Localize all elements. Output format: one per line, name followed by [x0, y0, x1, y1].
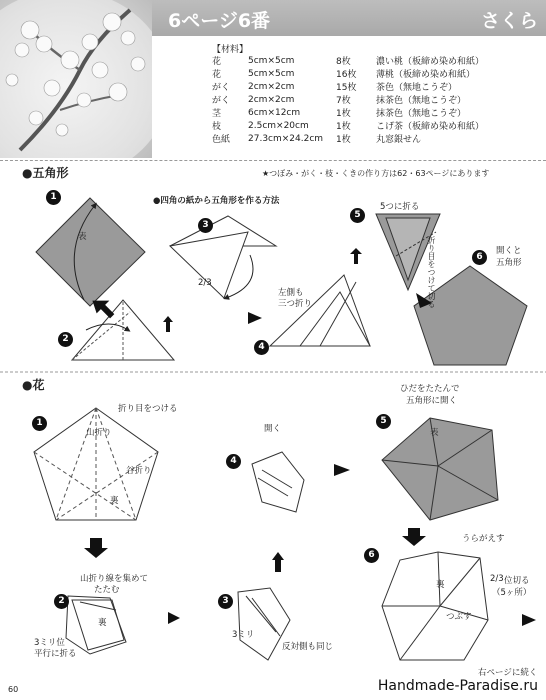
label-ura: 裏 — [110, 496, 119, 506]
pentagon-step-2: 2 — [58, 332, 73, 347]
label-fold-together: たたむ — [94, 585, 120, 595]
label-fold-parallel: 平行に折る — [34, 649, 77, 659]
label-two-thirds: 2/3 — [198, 278, 212, 288]
flower-step-4: 4 — [226, 454, 241, 469]
materials-cell: がく — [212, 83, 231, 93]
page-number: 60 — [8, 685, 19, 694]
flower-step6-petals — [382, 552, 488, 660]
label-open-pentagon: 五角形に開く — [406, 396, 458, 406]
materials-cell: 7枚 — [336, 96, 351, 106]
materials-cell: 花 — [212, 57, 222, 67]
materials-cell: 枝 — [212, 122, 222, 132]
materials-cell: 2.5cm×20cm — [248, 120, 309, 131]
label-ura-2: 裏 — [98, 618, 107, 628]
label-omote-flower: 表 — [430, 428, 439, 438]
label-valley-fold: 谷折り — [126, 466, 152, 476]
materials-cell: 1枚 — [336, 135, 351, 145]
label-fold-five: 5つに折る — [380, 202, 420, 212]
label-five-places: （5ヶ所） — [492, 588, 532, 598]
method-note: ●四角の紙から五角形を作る方法 — [153, 196, 280, 206]
flower-step-5: 5 — [376, 414, 391, 429]
materials-cell: 27.3cm×24.2cm — [248, 133, 324, 144]
materials-cell: 花 — [212, 70, 222, 80]
materials-cell: 6cm×12cm — [248, 107, 301, 118]
materials-cell: 茶色（無地こうぞ） — [376, 83, 458, 93]
label-fold-pleats: ひだをたたんで — [400, 384, 460, 394]
materials-cell: 15枚 — [336, 83, 357, 93]
materials-cell: 丸窓銀せん — [376, 135, 422, 145]
flower-step5-pentagon-open — [382, 418, 498, 520]
materials-cell: 薄桃（板締め染め和紙） — [376, 70, 476, 80]
materials-cell: がく — [212, 96, 231, 106]
materials-cell: 16枚 — [336, 70, 357, 80]
flower-step4-open — [252, 452, 304, 512]
pentagon-section-title: ●五角形 — [22, 166, 69, 180]
label-mountain-fold: 山折り — [86, 428, 112, 438]
watermark: Handmade-Paradise.ru — [377, 678, 538, 694]
label-cut-fraction: 2/3 — [490, 574, 504, 584]
materials-heading: 【材料】 — [212, 45, 249, 55]
page-title: 6ページ6番 — [168, 10, 271, 32]
pentagon-step-3: 3 — [198, 218, 213, 233]
label-cut-about: 位切る — [504, 576, 530, 586]
label-open-when: 開くと — [496, 246, 522, 256]
materials-cell: こげ茶（板締め染め和紙） — [376, 122, 485, 132]
label-approx-3mm: 3ミリ位 — [34, 638, 65, 648]
label-opposite-same: 反対側も同じ — [282, 642, 334, 652]
materials-cell: 色紙 — [212, 135, 231, 145]
reference-note: ★つぼみ・がく・枝・くきの作り方は62・63ページにあります — [262, 169, 490, 178]
materials-cell: 8枚 — [336, 57, 351, 67]
materials-cell: 濃い桃（板締め染め和紙） — [376, 57, 485, 67]
pentagon-step1-square — [36, 198, 145, 306]
pentagon-step-5: 5 — [350, 208, 365, 223]
pentagon-step-4: 4 — [254, 340, 269, 355]
pentagon-step2-triangle — [72, 300, 174, 360]
label-omote: 表 — [78, 232, 87, 242]
flower-step-3: 3 — [218, 594, 233, 609]
label-continue-right: 右ページに続く — [478, 668, 538, 678]
label-left-side: 左側も — [278, 288, 304, 298]
label-triple-fold: 三つ折り — [278, 299, 313, 309]
label-crease-cut: 折り目をつけて切る — [427, 236, 436, 308]
materials-cell: 抹茶色（無地こうぞ） — [376, 96, 467, 106]
flower-step-1: 1 — [32, 416, 47, 431]
pentagon-step-1: 1 — [46, 190, 61, 205]
flower-step-2: 2 — [54, 594, 69, 609]
label-make-crease: 折り目をつける — [118, 404, 178, 414]
materials-cell: 5cm×5cm — [248, 55, 295, 66]
label-3mm: 3ミリ — [232, 630, 255, 640]
label-pentagon: 五角形 — [496, 258, 522, 268]
materials-cell: 2cm×2cm — [248, 81, 295, 92]
flower-section-title: ●花 — [22, 378, 45, 392]
materials-cell: 2cm×2cm — [248, 94, 295, 105]
label-collect-lines: 山折り線を集めて — [80, 574, 149, 584]
materials-cell: 1枚 — [336, 109, 351, 119]
materials-cell: 抹茶色（無地こうぞ） — [376, 109, 467, 119]
pentagon-step-6: 6 — [472, 250, 487, 265]
flower-step2-collapse — [66, 596, 126, 654]
flower-step-6: 6 — [364, 548, 379, 563]
label-open: 開く — [264, 424, 282, 434]
page-subtitle: さくら — [480, 10, 538, 32]
materials-cell: 1枚 — [336, 122, 351, 132]
label-ura-3: 裏 — [436, 580, 445, 590]
pentagon-step3-fold — [170, 216, 276, 298]
label-flip-over: うらがえす — [462, 534, 505, 544]
materials-cell: 5cm×5cm — [248, 68, 295, 79]
label-crush: つぶす — [446, 612, 472, 622]
materials-cell: 茎 — [212, 109, 222, 119]
